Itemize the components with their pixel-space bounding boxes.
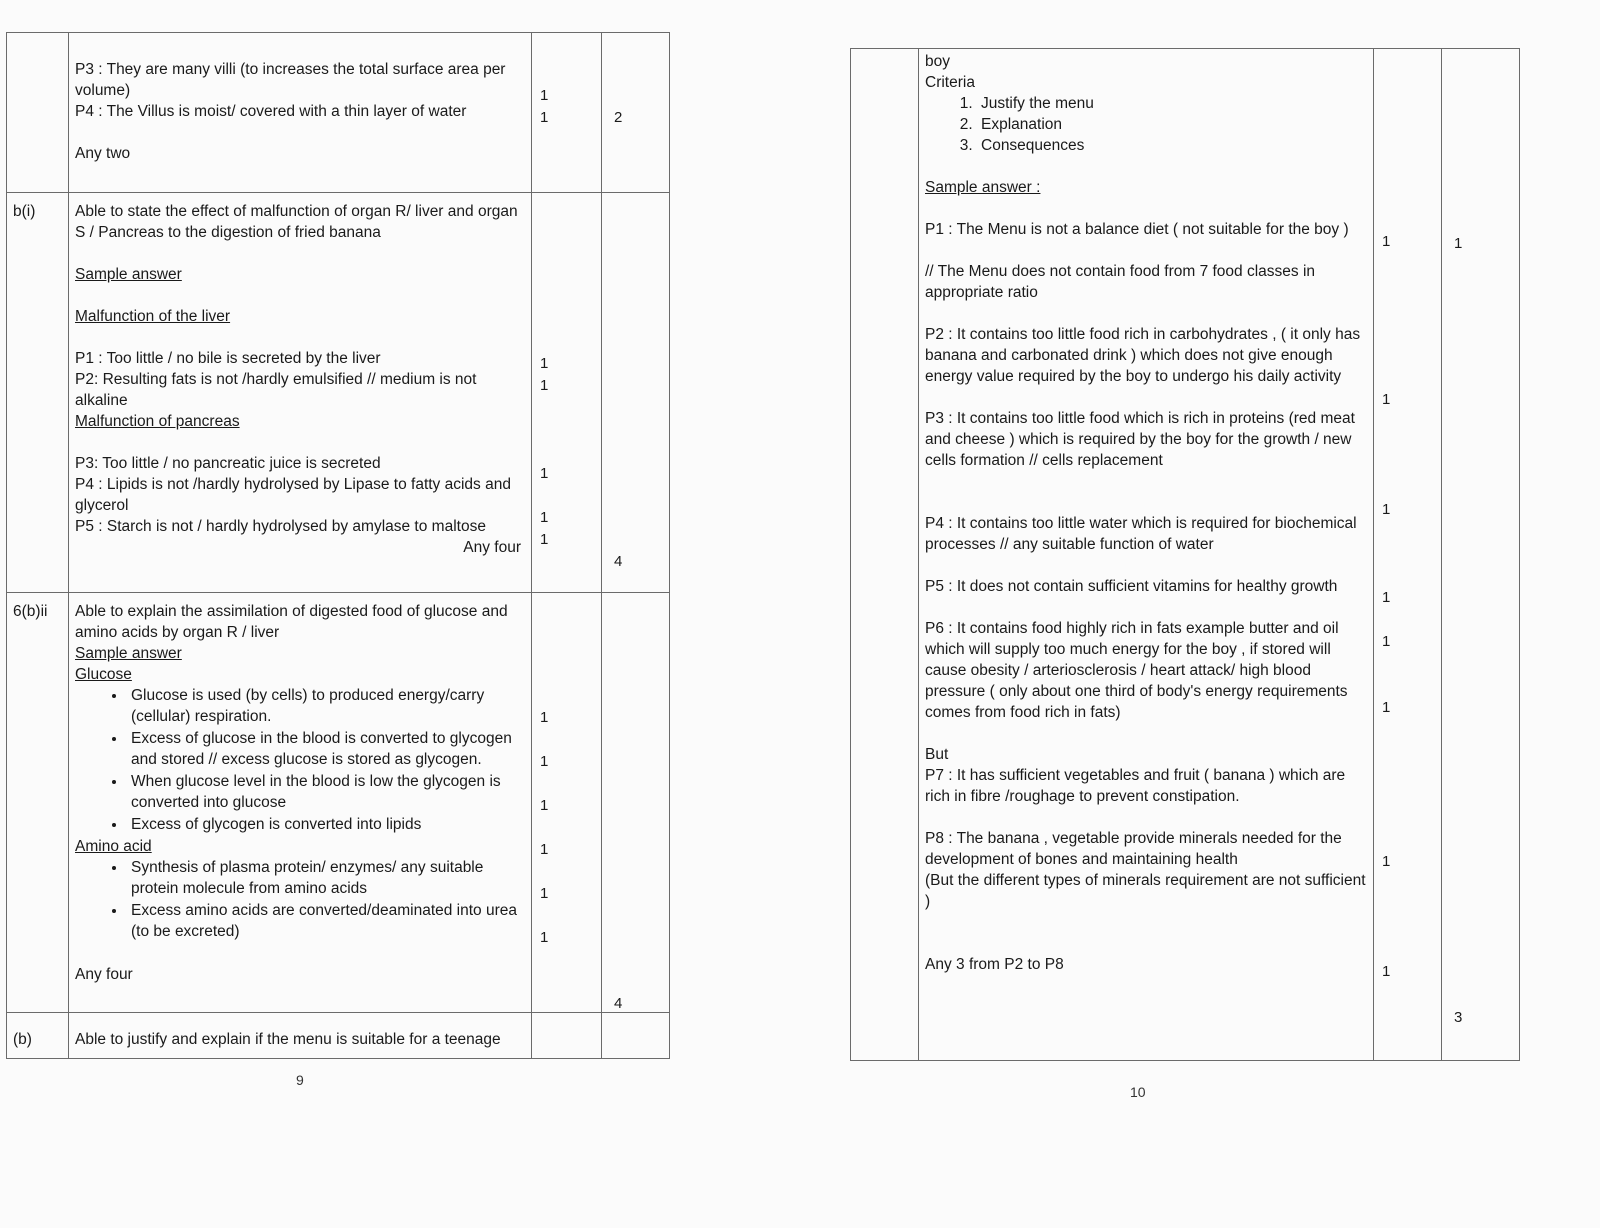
answer-cell xyxy=(69,1013,532,1059)
mark: 1 xyxy=(1382,699,1391,716)
total-cell xyxy=(602,1013,670,1059)
total-mark: 4 xyxy=(614,553,623,570)
mark: 1 xyxy=(1382,589,1391,606)
point-p1: P1 : The Menu is not a balance diet ( not suitable for the boy ) xyxy=(925,221,1349,238)
total-cell xyxy=(602,193,670,593)
page-9 xyxy=(0,0,680,1120)
marks-cell xyxy=(532,593,602,1013)
mark: 1 xyxy=(540,929,549,946)
sample-answer-heading: Sample answer xyxy=(75,645,182,662)
table-row xyxy=(7,193,670,593)
sample-answer-heading: Sample answer xyxy=(75,266,182,283)
mark: 1 xyxy=(540,465,549,482)
mark: 1 xyxy=(540,87,549,104)
answer-cell xyxy=(69,593,532,1013)
total-mark: 3 xyxy=(1454,1009,1463,1026)
any-note: Any two xyxy=(75,145,131,162)
amino-acid-heading: Amino acid xyxy=(75,838,152,855)
liver-heading: Malfunction of the liver xyxy=(75,308,231,325)
mark: 1 xyxy=(540,797,549,814)
point-p2: P2: Resulting fats is not /hardly emulsified // medium is not alkaline xyxy=(75,371,477,409)
marking-scheme-table-left xyxy=(6,32,670,1059)
total-cell xyxy=(602,593,670,1013)
marks-cell xyxy=(532,193,602,593)
marking-scheme-table-right xyxy=(850,48,1520,1061)
total-cell xyxy=(1442,49,1520,1061)
question-cell: 6(b)ii xyxy=(7,593,69,1013)
sample-answer-heading: Sample answer : xyxy=(925,179,1041,196)
mark: 1 xyxy=(1382,233,1391,250)
total-mark: 1 xyxy=(1454,235,1463,252)
mark: 1 xyxy=(540,753,549,770)
table-row xyxy=(7,593,670,1013)
table-row xyxy=(7,33,670,193)
question-cell: (b) xyxy=(7,1013,69,1059)
mark: 1 xyxy=(540,885,549,902)
list-item: • Excess of glucose in the blood is converted to glycogen and stored // excess glucose is stored as glycogen. xyxy=(127,728,525,770)
criteria-intro: Able to explain the assimilation of digested food of glucose and amino acids by organ R / liver xyxy=(75,603,508,641)
list-item: • Glucose is used (by cells) to produced energy/carry (cellular) respiration. xyxy=(127,685,525,727)
point-p3: P3 : It contains too little food which is rich in proteins (red meat and cheese ) which is required by the boy for the growth / new cells formation // cells replacement xyxy=(925,410,1355,469)
total-mark: 4 xyxy=(614,995,623,1012)
point-p2: P2 : It contains too little food rich in carbohydrates , ( it only has banana and carbonated drink ) which does not give enough energy value required by the boy to undergo his daily activity xyxy=(925,326,1361,385)
point-p5: P5 : Starch is not / hardly hydrolysed by amylase to maltose xyxy=(75,518,486,535)
table-row xyxy=(7,1013,670,1059)
point-p6: P6 : It contains food highly rich in fats example butter and oil which will supply too much energy for the boy , if stored will cause obesity / arteriosclerosis / heart attack/ high blood pressure ( only about one third of body's energy requirements comes from food rich in fats) xyxy=(925,620,1348,721)
list-item: 1. Justify the menu xyxy=(977,93,1367,114)
criteria-intro: Able to state the effect of malfunction of organ R/ liver and organ S / Pancreas to the digestion of fried banana xyxy=(75,203,518,241)
point-p1: P1 : Too little / no bile is secreted by the liver xyxy=(75,350,381,367)
mark: 1 xyxy=(1382,853,1391,870)
answer-cell xyxy=(69,193,532,593)
mark: 1 xyxy=(1382,391,1391,408)
list-item: • Excess amino acids are converted/deaminated into urea (to be excreted) xyxy=(127,900,525,942)
answer-cell xyxy=(919,49,1374,1061)
list-item: 3. Consequences xyxy=(977,135,1367,156)
marks-cell xyxy=(532,1013,602,1059)
page-number: 10 xyxy=(1130,1084,1146,1100)
point-p4: P4 : The Villus is moist/ covered with a thin layer of water xyxy=(75,103,467,120)
answer-cell xyxy=(69,33,532,193)
any-note: Any four xyxy=(463,539,521,556)
point-p1-alt: // The Menu does not contain food from 7 food classes in appropriate ratio xyxy=(925,263,1316,301)
mark: 1 xyxy=(540,509,549,526)
point-p4: P4 : Lipids is not /hardly hydrolysed by Lipase to fatty acids and glycerol xyxy=(75,476,511,514)
question-cell xyxy=(851,49,919,1061)
page-number: 9 xyxy=(296,1072,304,1088)
total-mark: 2 xyxy=(614,109,623,126)
point-p8-note: (But the different types of minerals requirement are not sufficient ) xyxy=(925,872,1366,910)
point-p3: P3: Too little / no pancreatic juice is secreted xyxy=(75,455,381,472)
question-cell xyxy=(7,33,69,193)
pancreas-heading: Malfunction of pancreas xyxy=(75,413,240,430)
mark: 1 xyxy=(1382,963,1391,980)
list-item: • Excess of glycogen is converted into lipids xyxy=(127,814,525,835)
point-p3: P3 : They are many villi (to increases the total surface area per volume) xyxy=(75,61,506,99)
but-text: But xyxy=(925,746,949,763)
mark: 1 xyxy=(540,377,549,394)
criteria-intro: Able to justify and explain if the menu is suitable for a teenage xyxy=(75,1031,501,1048)
question-cell: b(i) xyxy=(7,193,69,593)
criteria-list xyxy=(925,93,1367,156)
glucose-list xyxy=(75,685,525,835)
point-p8: P8 : The banana , vegetable provide minerals needed for the development of bones and maintaining health xyxy=(925,830,1342,868)
criteria-heading: Criteria xyxy=(925,74,975,91)
point-p5: P5 : It does not contain sufficient vitamins for healthy growth xyxy=(925,578,1338,595)
mark: 1 xyxy=(540,709,549,726)
list-item: 2. Explanation xyxy=(977,114,1367,135)
list-item: • When glucose level in the blood is low the glycogen is converted into glucose xyxy=(127,771,525,813)
mark: 1 xyxy=(1382,501,1391,518)
page-10 xyxy=(850,40,1530,1130)
mark: 1 xyxy=(540,531,549,548)
glucose-heading: Glucose xyxy=(75,666,132,683)
any-note: Any four xyxy=(75,966,133,983)
amino-acid-list xyxy=(75,857,525,942)
mark: 1 xyxy=(540,355,549,372)
table-row xyxy=(851,49,1520,1061)
any-note: Any 3 from P2 to P8 xyxy=(925,956,1064,973)
mark: 1 xyxy=(540,841,549,858)
list-item: • Synthesis of plasma protein/ enzymes/ any suitable protein molecule from amino acids xyxy=(127,857,525,899)
total-cell xyxy=(602,33,670,193)
point-p7: P7 : It has sufficient vegetables and fruit ( banana ) which are rich in fibre /roughage to prevent constipation. xyxy=(925,767,1346,805)
mark: 1 xyxy=(540,109,549,126)
point-p4: P4 : It contains too little water which is required for biochemical processes // any suitable function of water xyxy=(925,515,1357,553)
mark: 1 xyxy=(1382,633,1391,650)
boy-text: boy xyxy=(925,53,950,70)
marks-cell xyxy=(1374,49,1442,1061)
marks-cell xyxy=(532,33,602,193)
